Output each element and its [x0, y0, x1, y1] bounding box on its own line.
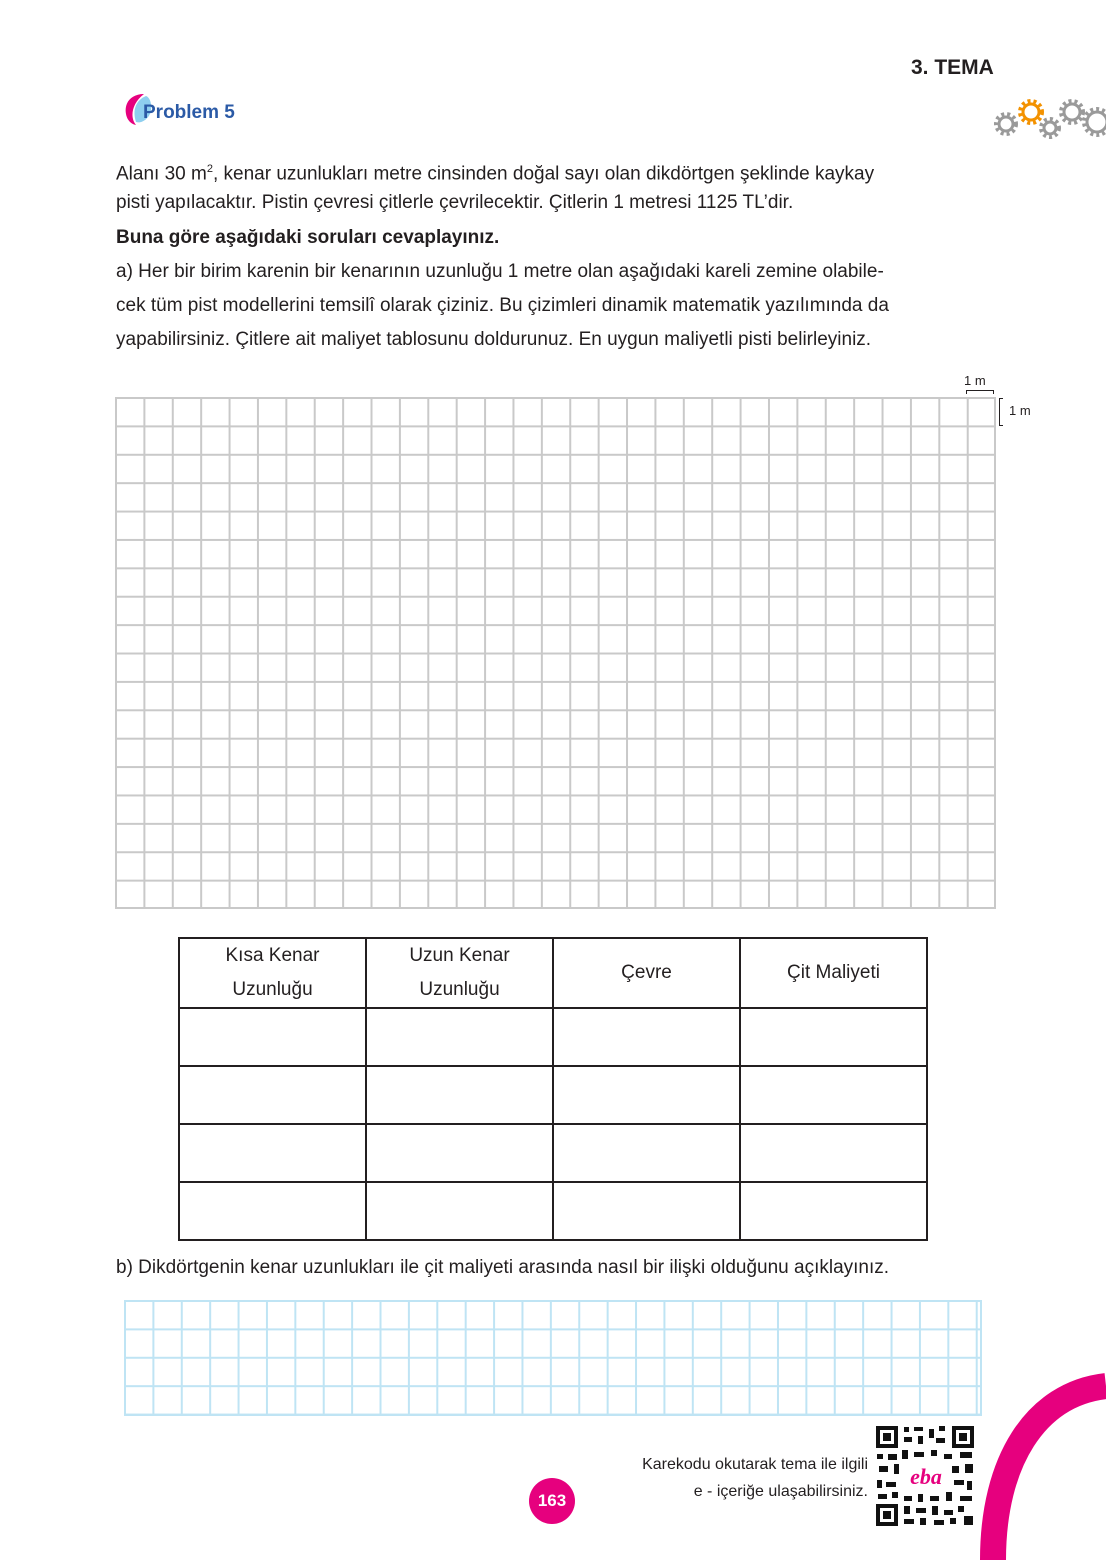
unit-marker-horizontal [966, 390, 994, 394]
table-cell[interactable] [740, 1124, 927, 1182]
header-short-side: Kısa Kenar Uzunluğu [179, 938, 366, 1008]
table-cell[interactable] [366, 1066, 553, 1124]
table-cell[interactable] [179, 1066, 366, 1124]
question-b: b) Dikdörtgenin kenar uzunlukları ile çit maliyeti arasında nasıl bir ilişki olduğunu açıklayınız. [116, 1257, 890, 1278]
question-a-line-1: a) Her bir birim karenin bir kenarının uzunluğu 1 metre olan aşağıdaki kareli zemine olabile- [116, 261, 884, 282]
tema-title: 3. TEMA [911, 56, 994, 79]
problem-label: Problem 5 [143, 102, 235, 123]
qr-code-icon[interactable] [874, 1424, 976, 1528]
drawing-grid[interactable] [115, 397, 996, 909]
paragraph-line-2: pisti yapılacaktır. Pistin çevresi çitlerle çevrilecektir. Çitlerin 1 metresi 1125 TL’dir. [116, 192, 794, 213]
cost-table [178, 937, 928, 1241]
table-cell[interactable] [179, 1182, 366, 1240]
header-perimeter: Çevre [553, 938, 740, 1008]
decorative-arc [975, 1372, 1106, 1560]
header-long-side: Uzun Kenar Uzunluğu [366, 938, 553, 1008]
table-row [179, 1008, 927, 1066]
table-cell[interactable] [366, 1182, 553, 1240]
table-cell[interactable] [740, 1182, 927, 1240]
answer-grid[interactable] [124, 1300, 982, 1416]
table-cell[interactable] [553, 1066, 740, 1124]
question-a-line-3: yapabilirsiniz. Çitlere ait maliyet tablosunu doldurunuz. En uygun maliyetli pisti belirleyiniz. [116, 329, 872, 350]
table-cell[interactable] [179, 1008, 366, 1066]
table-cell[interactable] [553, 1008, 740, 1066]
gears-icon [994, 96, 1106, 142]
table-cell[interactable] [553, 1124, 740, 1182]
header-fence-cost: Çit Maliyeti [740, 938, 927, 1008]
page-number: 163 [529, 1478, 575, 1524]
qr-caption: Karekodu okutarak tema ile ilgili e - içeriğe ulaşabilirsiniz. [642, 1456, 868, 1500]
instruction-heading: Buna göre aşağıdaki soruları cevaplayınız. [116, 227, 500, 248]
table-row [179, 1066, 927, 1124]
table-row [179, 1182, 927, 1240]
table-cell[interactable] [553, 1182, 740, 1240]
unit-marker-vertical [999, 398, 1003, 426]
table-cell[interactable] [366, 1008, 553, 1066]
paragraph-line-1: Alanı 30 $m^2$, kenar uzunlukları metre cinsinden doğal sayı olan dikdörtgen şeklinde kaykay [116, 163, 875, 185]
unit-label-vertical: 1 m [1009, 403, 1031, 418]
table-cell[interactable] [366, 1124, 553, 1182]
question-a-line-2: cek tüm pist modellerini temsilî olarak çiziniz. Bu çizimleri dinamik matematik yazılımında da [116, 295, 889, 316]
table-row [179, 1124, 927, 1182]
unit-label-horizontal: 1 m [964, 373, 986, 388]
table-cell[interactable] [740, 1066, 927, 1124]
eba-logo: eba [910, 1464, 942, 1489]
table-cell[interactable] [740, 1008, 927, 1066]
table-cell[interactable] [179, 1124, 366, 1182]
